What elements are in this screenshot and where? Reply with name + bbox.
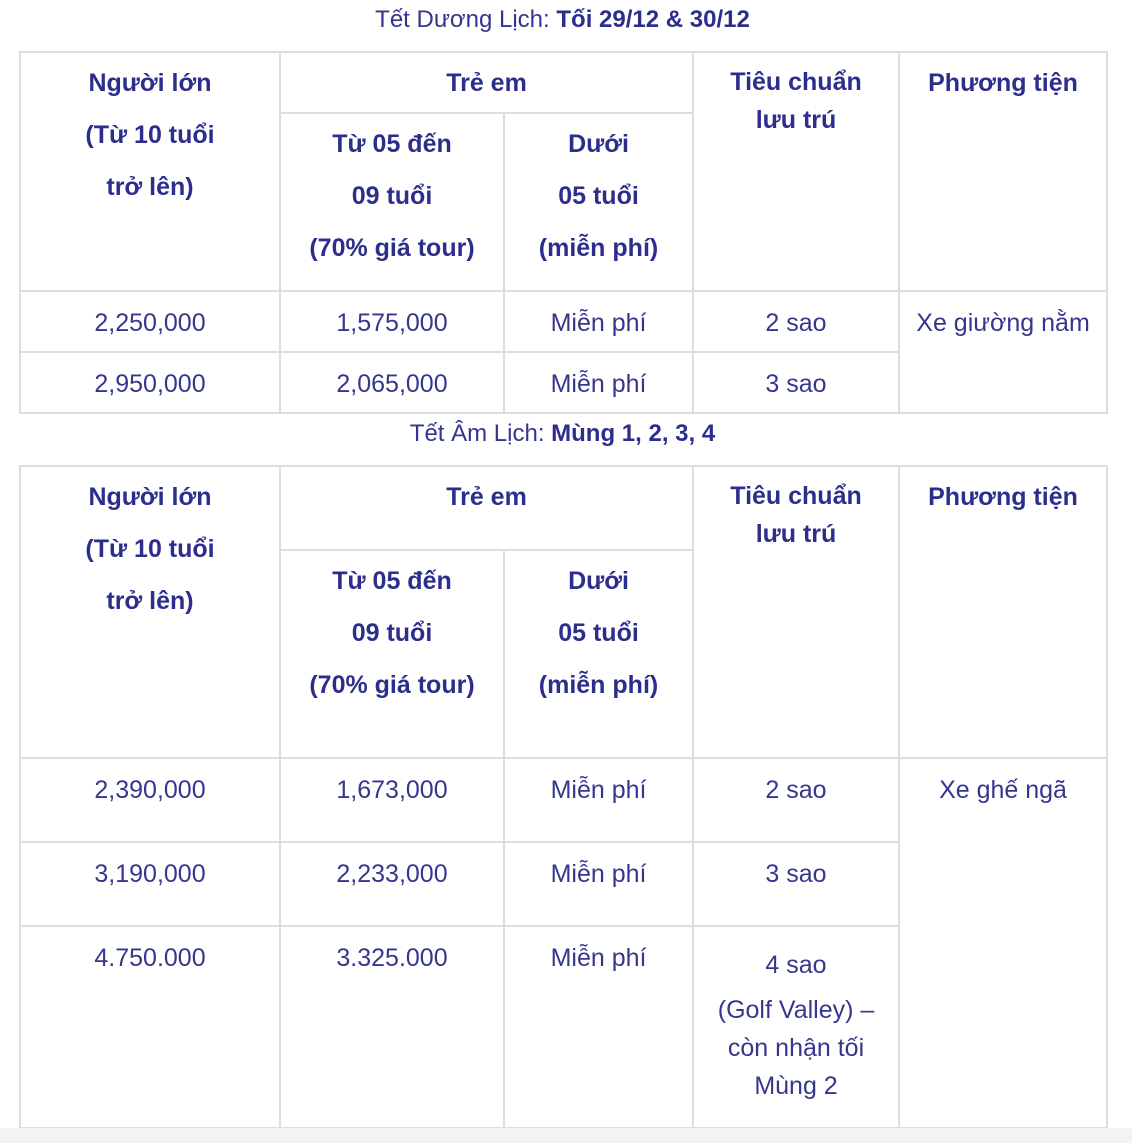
stay-standard: 2 sao [693, 758, 899, 842]
section2-caption-prefix: Tết Âm Lịch: [409, 420, 552, 447]
header-stay-line2: lưu trú [755, 520, 837, 548]
header-child-5-9-line1: Từ 05 đến [332, 130, 452, 158]
child-price: 1,673,000 [280, 758, 504, 842]
header-transport-label: Phương tiện [928, 69, 1078, 97]
transport-value: Xe ghế ngã [899, 758, 1107, 1128]
header-transport-label: Phương tiện [928, 483, 1078, 511]
child-price: 2,065,000 [280, 352, 504, 413]
header-children-label: Trẻ em [446, 69, 527, 97]
header-child-under-5 [504, 113, 693, 291]
header-adult-line3: trở lên) [106, 173, 194, 201]
header-stay-line2: lưu trú [755, 106, 837, 134]
header-adult-line2: (Từ 10 tuổi [85, 121, 215, 149]
table-row [20, 758, 1107, 842]
infant-price: Miễn phí [504, 926, 693, 1128]
header-stay-line1: Tiêu chuẩn [730, 482, 862, 510]
page-bottom-edge [0, 1128, 1132, 1143]
header-child-under-5-line1: Dưới [568, 130, 629, 158]
header-child-under-5 [504, 550, 693, 758]
header-adult-line1: Người lớn [88, 483, 212, 511]
header-child-5-9 [280, 550, 504, 758]
section1-caption-bold: Tối 29/12 & 30/12 [556, 6, 750, 33]
header-transport [899, 52, 1107, 291]
header-stay-line1: Tiêu chuẩn [730, 68, 862, 96]
stay-standard: 4 sao [765, 951, 827, 979]
stay-standard: 3 sao [693, 842, 899, 926]
adult-price: 2,390,000 [20, 758, 280, 842]
stay-standard-note: (Golf Valley) – còn nhận tối Mùng 2 [717, 996, 875, 1100]
infant-price: Miễn phí [504, 352, 693, 413]
header-child-under-5-line3: (miễn phí) [538, 234, 659, 262]
stay-standard-cell [693, 926, 899, 1128]
section1-caption [0, 5, 1125, 35]
header-child-5-9-line2: 09 tuổi [351, 619, 433, 647]
header-adult [20, 52, 280, 291]
stay-standard: 3 sao [693, 352, 899, 413]
price-table-solar-new-year [19, 51, 1108, 414]
stay-standard: 2 sao [693, 291, 899, 352]
header-child-under-5-line2: 05 tuổi [558, 619, 639, 647]
child-price: 3.325.000 [280, 926, 504, 1128]
infant-price: Miễn phí [504, 291, 693, 352]
section2-caption [0, 419, 1125, 449]
header-child-5-9-line3: (70% giá tour) [309, 234, 475, 262]
header-adult-line1: Người lớn [88, 69, 212, 97]
header-child-5-9-line1: Từ 05 đến [332, 567, 452, 595]
header-adult-line3: trở lên) [106, 587, 194, 615]
header-child-5-9-line3: (70% giá tour) [309, 671, 475, 699]
adult-price: 3,190,000 [20, 842, 280, 926]
header-transport [899, 466, 1107, 758]
infant-price: Miễn phí [504, 758, 693, 842]
header-children [280, 466, 693, 550]
header-child-5-9 [280, 113, 504, 291]
infant-price: Miễn phí [504, 842, 693, 926]
header-adult [20, 466, 280, 758]
adult-price: 2,250,000 [20, 291, 280, 352]
header-child-under-5-line2: 05 tuổi [558, 182, 639, 210]
adult-price: 4.750.000 [20, 926, 280, 1128]
price-table-lunar-new-year [19, 465, 1108, 1129]
section2-caption-bold: Mùng 1, 2, 3, 4 [551, 420, 716, 447]
header-child-5-9-line2: 09 tuổi [351, 182, 433, 210]
header-child-under-5-line3: (miễn phí) [538, 671, 659, 699]
child-price: 1,575,000 [280, 291, 504, 352]
child-price: 2,233,000 [280, 842, 504, 926]
header-children-label: Trẻ em [446, 483, 527, 511]
transport-value: Xe giường nằm [899, 291, 1107, 413]
table-row [20, 291, 1107, 352]
adult-price: 2,950,000 [20, 352, 280, 413]
header-stay [693, 52, 899, 291]
header-children [280, 52, 693, 113]
header-adult-line2: (Từ 10 tuổi [85, 535, 215, 563]
header-stay [693, 466, 899, 758]
section1-caption-prefix: Tết Dương Lịch: [375, 6, 557, 33]
header-child-under-5-line1: Dưới [568, 567, 629, 595]
